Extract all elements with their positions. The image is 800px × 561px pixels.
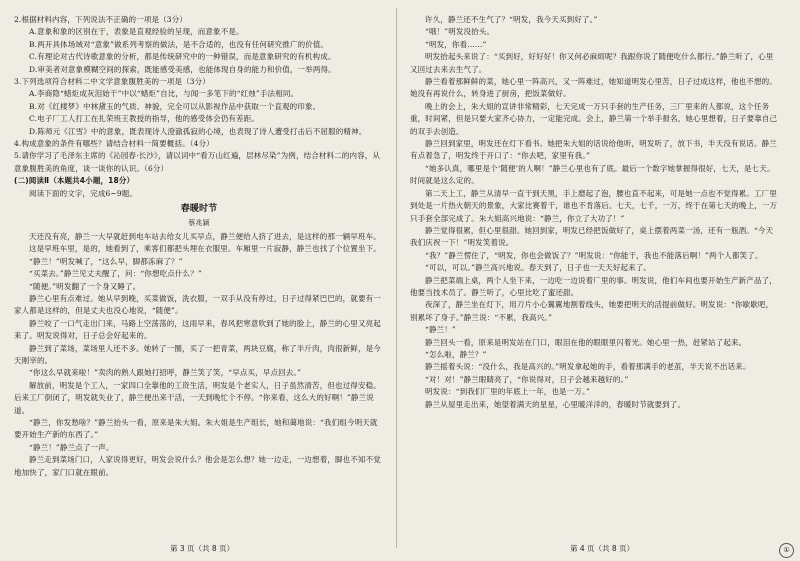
right-paragraph: “明发，你看……” — [425, 39, 487, 49]
right-paragraph: “可以，可以。”静兰高兴地说。春天到了，日子也一天天好起来了。 — [425, 263, 652, 273]
left-column — [14, 14, 384, 479]
left-paragraph: 解放前，明发是个工人，一家四口全靠他的工资生活，明发是个老实人，日子虽然清苦，但也过得安稳。后来工厂倒闭了，明发就失业了，静兰便出来干活，一天到晚忙个不停。“你来看，这么大的好啊！”静兰说道。 — [14, 380, 381, 415]
left-paragraph: 静兰到了菜场，菜场里人还不多。她转了一圈，买了一把青菜，两块豆腐，称了半斤肉，肉很新鲜，是今天刚宰的。 — [14, 343, 381, 365]
q2-stem: 2.根据材料内容，下列说法不正确的一项是（3分） — [14, 15, 188, 24]
section-heading: (二)阅读Ⅱ（本题共4小题，18分） — [14, 176, 135, 186]
right-column — [410, 14, 780, 411]
left-paragraph: “静兰！”静兰点了一声。 — [29, 442, 114, 452]
column-divider — [396, 8, 397, 548]
right-paragraph: 静兰回头一看，原来是明发站在门口，眼泪在他的眼眶里闪着光。她心里一热，赶紧站了起来。 — [425, 337, 747, 347]
right-paragraph: 静兰把菜端上桌，两个人坐下来，一边吃一边说着厂里的事。明发说，他们车间也要开始生产新产品了，他要当技术员了。静兰听了，心里比吃了蜜还甜。 — [410, 275, 777, 297]
right-paragraph: 明发说：“到我们厂里的年底上一年，也是一万。” — [425, 387, 590, 397]
right-paragraph: “怎么啦，静兰？” — [425, 349, 487, 359]
q3-option-b: B.对《红楼梦》中林黛玉的气质、神貌，完全可以从影视作品中获取一个直观的印象。 — [29, 101, 321, 111]
left-paragraph: “静兰！”明发喊了，“这么早，脚都冻麻了？” — [29, 256, 183, 266]
q3-option-d: D.陈师元《江雪》中的意象，既表现诗人澄澈孤寂的心境，也表现了诗人遭受打击后不屈服的精神。 — [29, 126, 367, 136]
left-paragraph: “随便。”明发翻了一个身又睡了。 — [29, 281, 141, 291]
q3-option-a: A.李商隐“蜡炬成灰泪始干”中以“蜡炬”自比，与闻一多笔下的“红烛”手法相同。 — [29, 89, 299, 99]
left-paragraph: 静兰走到菜场门口，人家说得更好，明发会说什么？他会是怎么想？她一边走，一边想着，脚也不知不觉地加快了，家门口就在眼前。 — [14, 455, 381, 477]
right-paragraph: 明发抬起头来说了：“买到好，好好好！你又何必麻烦呢？我跟你说了随便吃什么都行。”静兰听了，心里又回过去来去生气了。 — [410, 52, 774, 74]
left-paragraph: “静兰，你发愁啥？”静兰抬头一看，原来是朱大姐。朱大姐是生产组长，她和蔼地说：“我们组今明天就要开始生产新的东西了。” — [14, 418, 378, 440]
right-paragraph: “我？”静兰愣住了，“明发，你也会做饭了？”明发说：“你能干，我也不能落后啊！”两个人都笑了。 — [425, 250, 763, 260]
right-paragraph: 许久，静兰还不生气了？“明发，我今天买到好了。” — [425, 15, 598, 24]
right-paragraph: “对！对！”静兰眼睛亮了，“你说得对，日子会越来越好的。” — [425, 374, 629, 384]
right-paragraph: 第二天上工，静兰从清早一直干到天黑，手上磨起了泡，腰也直不起来，可是她一点也不觉得累。工厂里到处是一片热火朝天的景象，大家比赛着干，谁也不肯落后。七天，七千，一万，终于在第七天的晚上，一万只手套全部完成了。朱大姐高兴地说：“静兰，你立了大功了！” — [410, 188, 778, 223]
left-paragraph: 这是早班车里，是的，她看到了，乘客们都把头埋在衣服里。车厢里一片寂静，静兰也找了个位置坐下。 — [29, 244, 381, 254]
right-paragraph: 静兰回到家里，明发还在灯下看书。她把朱大姐的话说给他听，明发听了，放下书，半天没有说话。静兰有点着急了，明发终于开口了：“你去吧，家里有我。” — [410, 139, 777, 161]
q2-option-a: A.意象和象的区别在于，表象是直观经验的呈现，而意象不是。 — [29, 27, 244, 37]
right-paragraph: 静兰摇着头说：“没什么，我是高兴的。”明发拿起她的手，看着那满手的老茧，半天说不出话来。 — [425, 362, 751, 372]
story-title: 春暖时节 — [180, 204, 218, 215]
left-paragraph: 静兰心里有点难过。她从早到晚，买菜做饭，洗衣服，一双手从没有停过，日子过得紧巴巴的，就要有一家人都是这样的，但是丈夫也没心地说，“随便”。 — [14, 293, 381, 316]
q3-stem: 3.下列选项符合材料二中文学意象腹胜美的一项是（3分） — [14, 77, 210, 87]
q3-option-c: C.电子厂工人打工在扎荣班王教授的指导，他的感受体会仍有差距。 — [29, 114, 260, 124]
q2-option-c: C.有理论对古代诗歌意象的分析，都是传统研究中的一种错误，而是意象研究的有机构成。 — [29, 52, 336, 62]
left-paragraph: “你这么早就来啦！”卖肉的熟人跟她打招呼，静兰笑了笑，“早点买，早点回去。” — [29, 368, 302, 378]
right-paragraph: “她多认真，哪里是个‘随便’的人啊！”静兰心里也有了底。最后一个数字她掌握得很好，七天，是七天。时间就是这么定的。 — [410, 163, 775, 186]
q2-option-b: B.两开具体场域对“意象”做系列考察的做法，是不合适的，也没有任何研究推广的价值。 — [29, 39, 329, 49]
right-paragraph: “静兰！” — [425, 325, 456, 335]
left-paragraph: “买菜去。”静兰见丈夫醒了，问：“你想吃点什么？” — [29, 269, 202, 279]
q4: 4.构成意象的条件有哪些？请结合材料一简要概括。（4分） — [14, 139, 214, 149]
reading-instruction: 阅读下面的文字，完成6~9题。 — [29, 188, 138, 198]
right-paragraph: 夜深了，静兰坐在灯下，用刀片小心翼翼地割着线头，她要把明天的活提前做好。明发说：“你歇歇吧，别累坏了身子。”静兰说：“不累，我高兴。” — [410, 300, 774, 322]
q5: 5.请你学习了毛泽东主席的《沁园春·长沙》，请以词中“看万山红遍，层林尽染”为例，结合材料二的内容，从意象腹胜美的角度，谈一谈你的认识。（6分） — [14, 151, 381, 173]
right-paragraph: 静兰看着那鲜鲜的菜，她心里一阵高兴，又一阵难过，她知道明发心里苦，日子过成这样，他也不想的。她没有再说什么，转身进了厨房，把饭菜做好。 — [410, 77, 777, 99]
left-paragraph: 天还没有亮，静兰一大早就赶到电车站去给女儿买早点，静兰便给人挤了进去，是这样的那一辆早班车。 — [29, 231, 381, 241]
right-paragraph: “哦！”明发没抬头。 — [425, 27, 495, 37]
page-number-left: 第 3 页（共 8 页） — [170, 544, 235, 553]
q2-option-d: D.审美者对意象模糊空间的探索，既能感受美感，也能体现自身的能力和价值，一举两得。 — [29, 64, 336, 74]
story-author: 蔡兆颖 — [188, 218, 210, 227]
left-paragraph: 静兰咬了一口气走出门来，马路上空荡荡的，这雨早来，春风把寒意吹到了她的脸上，静兰的心里又亮起来了。明发说得对，日子总会好起来的。 — [14, 318, 381, 341]
right-paragraph: 晚上的会上，朱大姐的宣讲非常精彩，七天完成一万只手套的生产任务，三厂里来的人都说，这个任务重，时间紧，但是只要大家齐心协力，一定能完成。会上，静兰第一个举手报名，她心里想着，日子要靠自己的双手去创造。 — [410, 101, 778, 136]
page-number-right: 第 4 页（共 8 页） — [570, 544, 635, 553]
right-paragraph: 静兰觉得很累，但心里很甜。她回到家，明发已经把饭做好了，桌上摆着两菜一汤，还有一瓶酒。“今天我们庆祝一下！”明发笑着说。 — [410, 225, 774, 248]
corner-stamp: ① — [779, 543, 794, 558]
right-paragraph: 静兰从屋里走出来，她望着满天的星星，心里暖洋洋的，春暖时节就要到了。 — [425, 399, 686, 409]
left-story-body — [14, 231, 384, 479]
right-story-body — [410, 14, 780, 411]
